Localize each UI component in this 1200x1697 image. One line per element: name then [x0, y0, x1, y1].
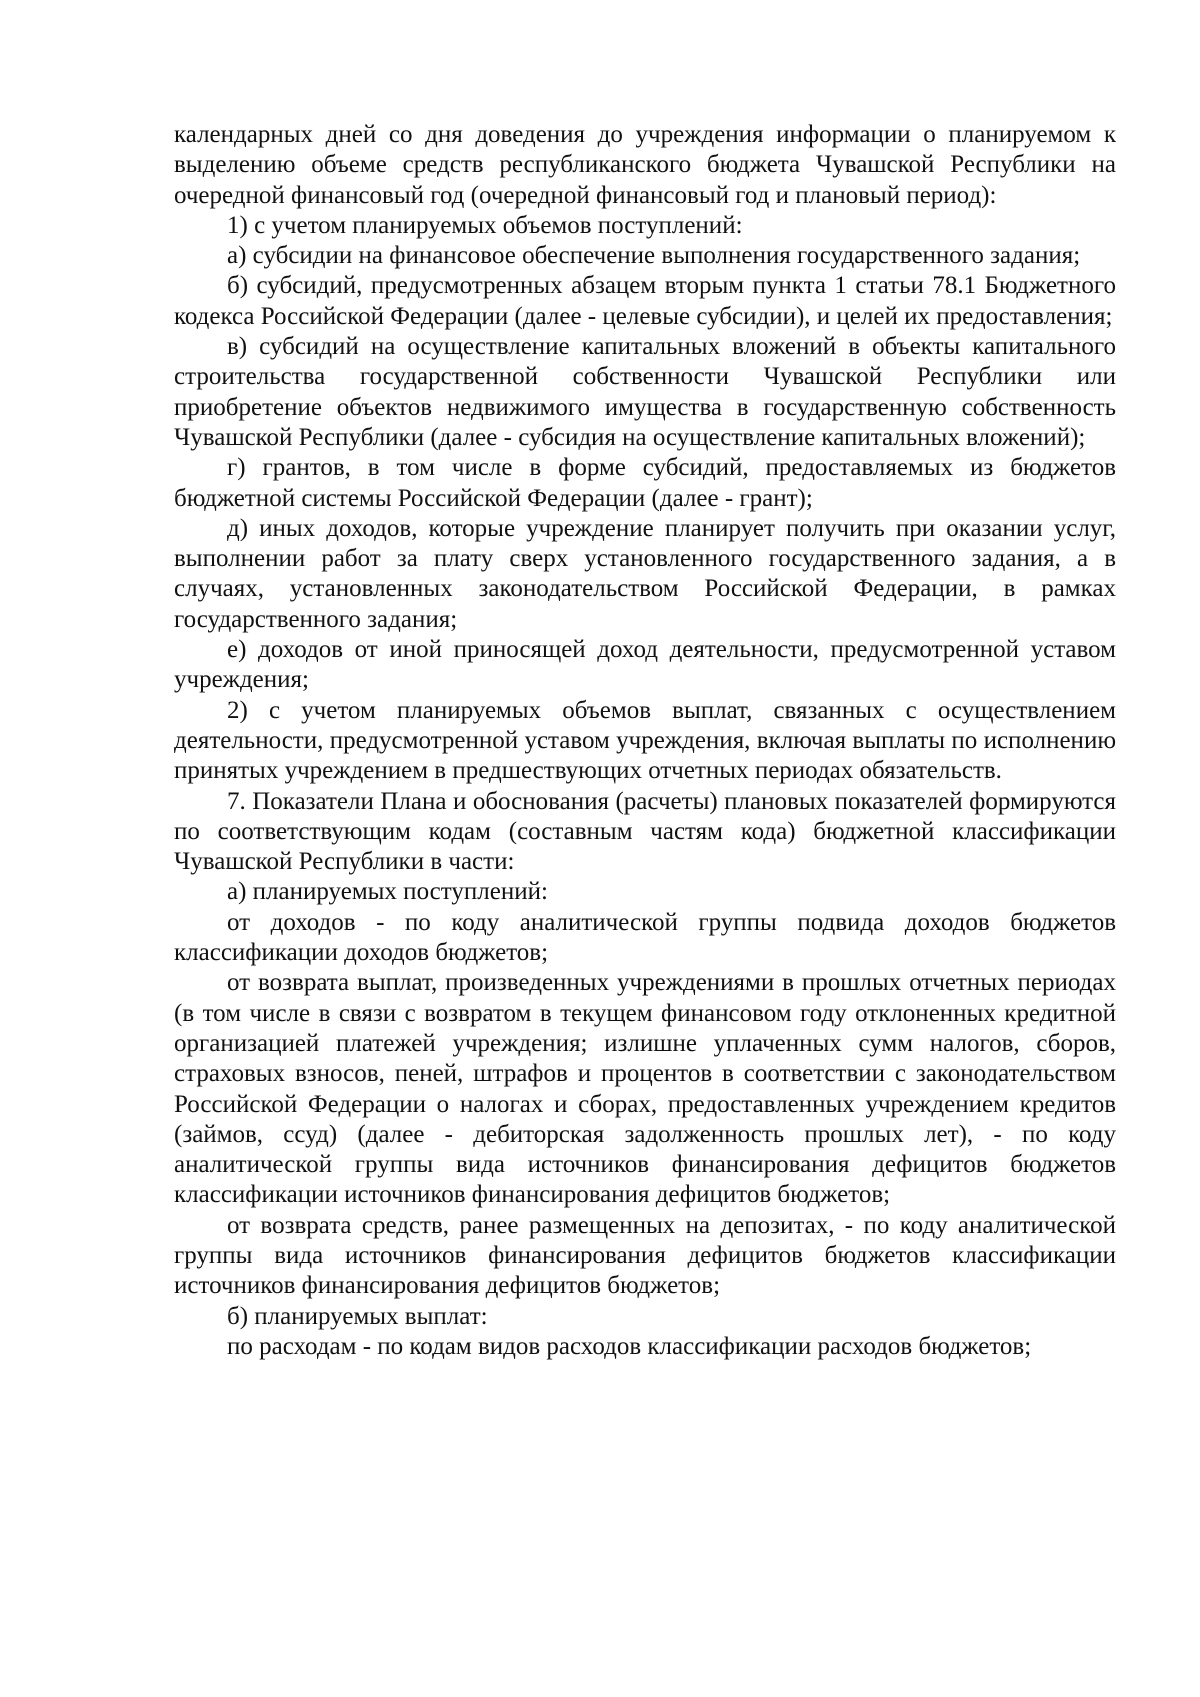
- paragraph-item-7a: а) планируемых поступлений:: [227, 878, 548, 906]
- paragraph-refund-deposits: от возврата средств, ранее размещенных на депозитах, - по коду аналитической группы вида источников финансирования дефицитов бюджетов классификации источников финансирования дефицитов бюджетов;: [174, 1211, 1116, 1300]
- paragraph-expenses: по расходам - по кодам видов расходов классификации расходов бюджетов;: [227, 1332, 1032, 1360]
- paragraph-item-1g: г) грантов, в том числе в форме субсидий, предоставляемых из бюджетов бюджетной системы Российской Федерации (далее - грант);: [174, 454, 1116, 512]
- document-page: [174, 120, 1116, 1362]
- paragraph-item-1v: в) субсидий на осуществление капитальных вложений в объекты капитального строительства государственной собственности Чувашской Республики или приобретение объектов недвижимого имущества в государственную собственность Чувашской Республики (далее - субсидия на осуществление капитальных вложений);: [174, 333, 1116, 451]
- paragraph-item-1: 1) с учетом планируемых объемов поступлений:: [227, 211, 743, 239]
- paragraph-refund-payments: от возврата выплат, произведенных учреждениями в прошлых отчетных периодах (в том числе в связи с возвратом в текущем финансовом году отклоненных кредитной организацией платежей учреждения; излишне уплаченных сумм налогов, сборов, страховых взносов, пеней, штрафов и процентов в соответствии с законодательством Российской Федерации о налогах и сборах, предоставленных учреждением кредитов (займов, ссуд) (далее - дебиторская задолженность прошлых лет), - по коду аналитической группы вида источников финансирования дефицитов бюджетов классификации источников финансирования дефицитов бюджетов;: [174, 969, 1116, 1209]
- paragraph-item-7b: б) планируемых выплат:: [227, 1302, 488, 1330]
- paragraph-item-1e: е) доходов от иной приносящей доход деятельности, предусмотренной уставом учреждения;: [174, 636, 1116, 694]
- paragraph-item-2: 2) с учетом планируемых объемов выплат, связанных с осуществлением деятельности, предусмотренной уставом учреждения, включая выплаты по исполнению принятых учреждением в предшествующих отчетных периодах обязательств.: [174, 696, 1116, 785]
- paragraph-continuation: календарных дней со дня доведения до учреждения информации о планируемом к выделению объеме средств республиканского бюджета Чувашской Республики на очередной финансовый год (очередной финансовый год и плановый период):: [174, 121, 1116, 209]
- paragraph-item-1d: д) иных доходов, которые учреждение планирует получить при оказании услуг, выполнении работ за плату сверх установленного государственного задания, а в случаях, установленных законодательством Российской Федерации, в рамках государственного задания;: [174, 514, 1116, 633]
- paragraph-income: от доходов - по коду аналитической группы подвида доходов бюджетов классификации доходов бюджетов;: [174, 908, 1116, 967]
- paragraph-item-1b: б) субсидий, предусмотренных абзацем вторым пункта 1 статьи 78.1 Бюджетного кодекса Российской Федерации (далее - целевые субсидии), и целей их предоставления;: [174, 272, 1116, 330]
- paragraph-section-7: 7. Показатели Плана и обоснования (расчеты) плановых показателей формируются по соответствующим кодам (составным частям кода) бюджетной классификации Чувашской Республики в части:: [174, 787, 1116, 876]
- paragraph-item-1a: а) субсидии на финансовое обеспечение выполнения государственного задания;: [227, 242, 1081, 270]
